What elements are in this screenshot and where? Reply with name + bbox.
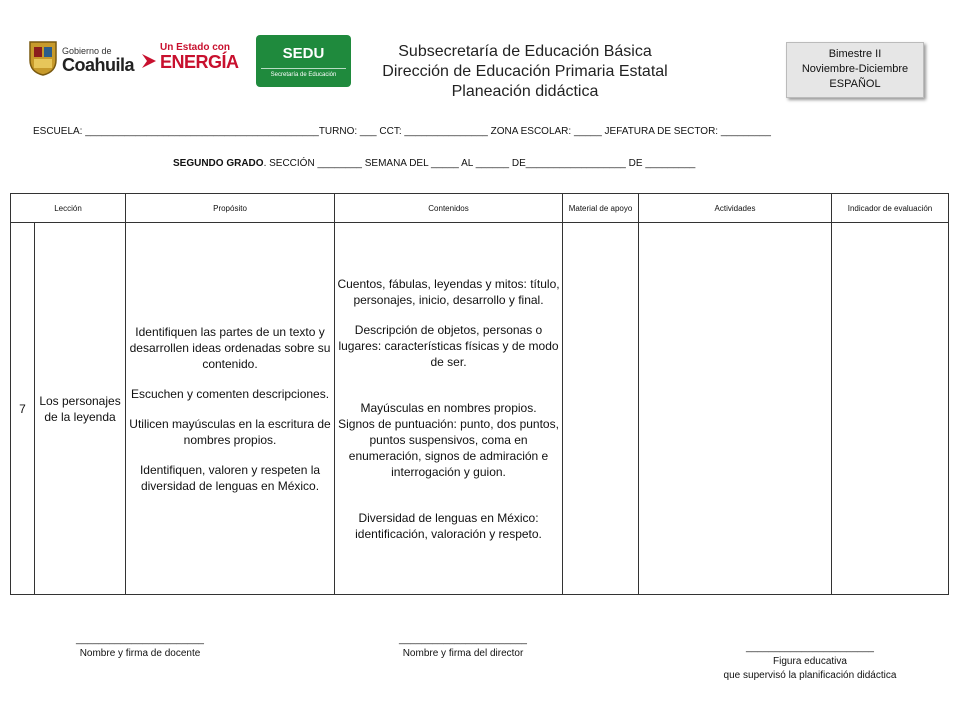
header-line-2: Dirección de Educación Primaria Estatal bbox=[382, 63, 668, 80]
material-cell bbox=[563, 223, 639, 595]
sedu-logo bbox=[256, 35, 351, 87]
energia-logo bbox=[140, 42, 240, 82]
sedu-logo-title: SEDU bbox=[282, 45, 325, 62]
indicator-cell bbox=[832, 223, 949, 595]
bimestre-line-1: Bimestre II bbox=[828, 48, 882, 60]
signature-line: _______________________ bbox=[746, 642, 874, 653]
section-week-info: . SECCIÓN ________ SEMANA DEL _____ AL ______ DE__________________ DE _________ bbox=[263, 158, 696, 169]
contents-item: Mayúsculas en nombres propios. bbox=[360, 400, 537, 415]
signature-director bbox=[378, 633, 548, 661]
sedu-logo-subtitle: Secretaría de Educación bbox=[270, 72, 337, 78]
planning-table bbox=[10, 193, 949, 595]
document-header bbox=[360, 42, 690, 102]
header-line-1: Subsecretaría de Educación Básica bbox=[398, 43, 652, 60]
header-leccion: Lección bbox=[11, 194, 126, 223]
coahuila-logo bbox=[28, 40, 133, 82]
contents-item: Descripción de objetos, personas o lugares: características físicas y de modo de ser. bbox=[338, 322, 559, 369]
bimestre-line-3: ESPAÑOL bbox=[829, 78, 881, 90]
coahuila-logo-text: Coahuila bbox=[62, 55, 135, 75]
grade-info-line bbox=[173, 158, 695, 169]
coahuila-logo-small-text: Gobierno de bbox=[62, 46, 112, 56]
header-indicador: Indicador de evaluación bbox=[832, 194, 949, 223]
purpose-item: Identifiquen, valoren y respeten la diversidad de lenguas en México. bbox=[139, 462, 321, 493]
header-line-3: Planeación didáctica bbox=[451, 83, 599, 100]
contents-item: Signos de puntuación: punto, dos puntos, puntos suspensivos, coma en enumeración, signos de admiración e interrogación y guion. bbox=[338, 416, 559, 479]
energia-logo-line1: Un Estado con bbox=[160, 42, 231, 53]
lesson-title: Los personajes de la leyenda bbox=[35, 223, 126, 595]
header-contenidos: Contenidos bbox=[335, 194, 563, 223]
header-material: Material de apoyo bbox=[563, 194, 639, 223]
header-actividades: Actividades bbox=[639, 194, 832, 223]
signature-docente-label: Nombre y firma de docente bbox=[79, 648, 201, 659]
signature-docente bbox=[55, 633, 225, 661]
coahuila-shield-icon bbox=[28, 40, 58, 76]
signature-figura-label-1: Figura educativa bbox=[773, 656, 847, 667]
purpose-item: Utilicen mayúsculas en la escritura de nombres propios. bbox=[129, 416, 331, 447]
lesson-number: 7 bbox=[11, 223, 35, 595]
table-header-row bbox=[11, 194, 949, 223]
signature-figura-educativa bbox=[700, 641, 920, 683]
school-info-line: ESCUELA: __________________________________________TURNO: ___ CCT: _______________ ZONA ESCOLAR: _____ JEFATURA DE SECTOR: _________ bbox=[33, 126, 771, 137]
activities-cell bbox=[639, 223, 832, 595]
sedu-logo-divider bbox=[261, 68, 346, 69]
signature-line: _______________________ bbox=[399, 634, 527, 645]
contents-item: Diversidad de lenguas en México: identificación, valoración y respeto. bbox=[355, 510, 542, 541]
purpose-item: Escuchen y comenten descripciones. bbox=[130, 386, 330, 401]
energia-logo-line2: ENERGÍA bbox=[160, 52, 239, 72]
purpose-item: Identifiquen las partes de un texto y desarrollen ideas ordenadas sobre su contenido. bbox=[129, 324, 331, 371]
signature-line: _______________________ bbox=[76, 634, 204, 645]
contents-cell bbox=[335, 223, 563, 595]
bimestre-line-2: Noviembre-Diciembre bbox=[801, 63, 909, 75]
signature-figura-label-2: que supervisó la planificación didáctica bbox=[723, 670, 897, 681]
grade-label: SEGUNDO GRADO bbox=[173, 158, 264, 169]
header-proposito: Propósito bbox=[126, 194, 335, 223]
contents-item: Cuentos, fábulas, leyendas y mitos: título, personajes, inicio, desarrollo y final. bbox=[337, 276, 560, 307]
table-row bbox=[11, 223, 949, 595]
energia-arrow-icon bbox=[140, 50, 158, 72]
purpose-cell bbox=[126, 223, 335, 595]
bimestre-box bbox=[786, 42, 924, 98]
signature-director-label: Nombre y firma del director bbox=[402, 648, 524, 659]
